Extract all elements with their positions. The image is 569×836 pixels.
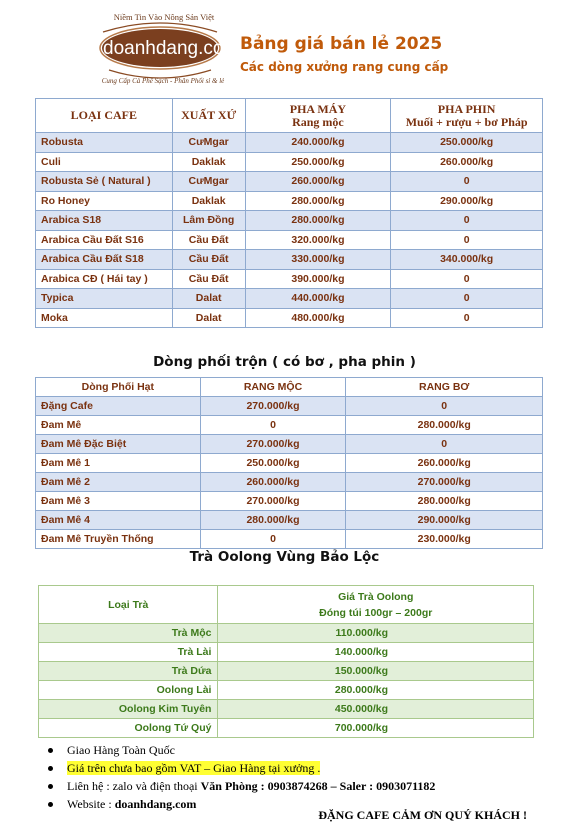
machine-price: 330.000/kg bbox=[245, 250, 391, 270]
table-row bbox=[36, 435, 543, 454]
tea-name: Oolong Kim Tuyên bbox=[39, 700, 218, 719]
note-contact-phones: Văn Phòng : 0903874268 – Saler : 0903071182 bbox=[200, 779, 436, 793]
phin-price: 340.000/kg bbox=[391, 250, 543, 270]
table-row bbox=[36, 289, 543, 309]
section-blend-title: Dòng phối trộn ( có bơ , pha phin ) bbox=[153, 354, 416, 370]
machine-price: 320.000/kg bbox=[245, 230, 391, 250]
coffee-name: Arabica S18 bbox=[36, 211, 173, 231]
coffee-origin: Dalat bbox=[172, 308, 245, 328]
page-subtitle: Các dòng xưởng rang cung cấp bbox=[240, 60, 449, 74]
phin-price: 290.000/kg bbox=[391, 191, 543, 211]
butter-roast-price: 260.000/kg bbox=[346, 454, 543, 473]
tea-name: Trà Mộc bbox=[39, 624, 218, 643]
butter-roast-price: 280.000/kg bbox=[346, 416, 543, 435]
coffee-price-table bbox=[35, 98, 543, 328]
coffee-origin: Lâm Đồng bbox=[172, 211, 245, 231]
tea-price: 450.000/kg bbox=[218, 700, 534, 719]
machine-price: 390.000/kg bbox=[245, 269, 391, 289]
table-row bbox=[39, 624, 534, 643]
phin-price: 0 bbox=[391, 211, 543, 231]
bullet-icon bbox=[48, 802, 53, 807]
note-vat bbox=[48, 759, 548, 777]
blend-name: Đam Mê 2 bbox=[36, 473, 201, 492]
header-oolong-price-line2: Đóng túi 100gr – 200gr bbox=[319, 606, 433, 619]
coffee-name: Typica bbox=[36, 289, 173, 309]
header-blend-name: Dòng Phối Hạt bbox=[36, 378, 201, 397]
header-tea-type: Loại Trà bbox=[39, 586, 218, 624]
note-website-prefix: Website : bbox=[67, 797, 112, 811]
machine-price: 240.000/kg bbox=[245, 133, 391, 153]
coffee-name: Arabica Cầu Đất S18 bbox=[36, 250, 173, 270]
blend-name: Đam Mê Truyền Thống bbox=[36, 530, 201, 549]
phin-price: 0 bbox=[391, 308, 543, 328]
machine-price: 440.000/kg bbox=[245, 289, 391, 309]
table-row bbox=[36, 230, 543, 250]
table-row bbox=[36, 191, 543, 211]
machine-price: 250.000/kg bbox=[245, 152, 391, 172]
header-oolong-price bbox=[218, 586, 534, 624]
coffee-origin: Cầu Đất bbox=[172, 230, 245, 250]
table-row bbox=[39, 662, 534, 681]
header-machine-brew-line1: PHA MÁY bbox=[289, 101, 347, 116]
phin-price: 260.000/kg bbox=[391, 152, 543, 172]
header-machine-brew-line2: Rang mộc bbox=[292, 114, 344, 129]
tea-price: 140.000/kg bbox=[218, 643, 534, 662]
butter-roast-price: 0 bbox=[346, 435, 543, 454]
coffee-name: Moka bbox=[36, 308, 173, 328]
table-row bbox=[36, 250, 543, 270]
header-phin-brew bbox=[391, 99, 543, 133]
plain-roast-price: 270.000/kg bbox=[200, 492, 346, 511]
header-oolong-price-line1: Giá Trà Oolong bbox=[338, 590, 414, 603]
coffee-origin: CưMgar bbox=[172, 133, 245, 153]
phin-price: 0 bbox=[391, 230, 543, 250]
table-row bbox=[36, 454, 543, 473]
machine-price: 280.000/kg bbox=[245, 211, 391, 231]
phin-price: 0 bbox=[391, 172, 543, 192]
tea-name: Oolong Tứ Quý bbox=[39, 719, 218, 738]
butter-roast-price: 280.000/kg bbox=[346, 492, 543, 511]
blend-price-table bbox=[35, 377, 543, 549]
note-shipping-text: Giao Hàng Toàn Quốc bbox=[67, 743, 175, 757]
phin-price: 0 bbox=[391, 269, 543, 289]
tea-price: 700.000/kg bbox=[218, 719, 534, 738]
note-vat-text: Giá trên chưa bao gồm VAT – Giao Hàng tại xưởng . bbox=[67, 761, 321, 775]
table-row bbox=[36, 473, 543, 492]
plain-roast-price: 250.000/kg bbox=[200, 454, 346, 473]
thank-you-note: ĐẶNG CAFE CẢM ƠN QUÝ KHÁCH ! bbox=[318, 808, 527, 822]
section-oolong-title: Trà Oolong Vùng Bảo Lộc bbox=[189, 549, 380, 565]
notes-list bbox=[48, 741, 548, 813]
coffee-name: Robusta bbox=[36, 133, 173, 153]
website-link[interactable]: doanhdang.com bbox=[114, 797, 197, 811]
header-plain-roast: RANG MỘC bbox=[200, 378, 346, 397]
bullet-icon bbox=[48, 784, 53, 789]
coffee-name: Arabica Cầu Đất S16 bbox=[36, 230, 173, 250]
table-row bbox=[39, 681, 534, 700]
blend-name: Đam Mê 1 bbox=[36, 454, 201, 473]
phin-price: 250.000/kg bbox=[391, 133, 543, 153]
table-header-row bbox=[36, 99, 543, 133]
blend-name: Đam Mê 3 bbox=[36, 492, 201, 511]
tea-price: 110.000/kg bbox=[218, 624, 534, 643]
plain-roast-price: 280.000/kg bbox=[200, 511, 346, 530]
tea-name: Oolong Lài bbox=[39, 681, 218, 700]
blend-name: Đam Mê 4 bbox=[36, 511, 201, 530]
table-row bbox=[36, 269, 543, 289]
butter-roast-price: 270.000/kg bbox=[346, 473, 543, 492]
header-origin: XUẤT XỨ bbox=[172, 99, 245, 133]
logo-tagline-bottom: Cung Cấp Cà Phê Sạch - Phân Phối sỉ & lẻ bbox=[101, 77, 225, 85]
phin-price: 0 bbox=[391, 289, 543, 309]
coffee-origin: Cầu Đất bbox=[172, 250, 245, 270]
machine-price: 260.000/kg bbox=[245, 172, 391, 192]
note-contact-prefix: Liên hệ : zalo và điện thoại bbox=[67, 779, 198, 793]
logo-tagline-top: Niềm Tin Vào Nông Sản Việt bbox=[113, 12, 215, 22]
coffee-origin: CưMgar bbox=[172, 172, 245, 192]
bullet-icon bbox=[48, 766, 53, 771]
header-butter-roast: RANG BƠ bbox=[346, 378, 543, 397]
coffee-name: Robusta Sẻ ( Natural ) bbox=[36, 172, 173, 192]
plain-roast-price: 260.000/kg bbox=[200, 473, 346, 492]
page-title: Bảng giá bán lẻ 2025 bbox=[240, 34, 443, 54]
oolong-price-table bbox=[38, 585, 534, 738]
machine-price: 480.000/kg bbox=[245, 308, 391, 328]
bullet-icon bbox=[48, 748, 53, 753]
table-row bbox=[36, 397, 543, 416]
tea-price: 280.000/kg bbox=[218, 681, 534, 700]
butter-roast-price: 230.000/kg bbox=[346, 530, 543, 549]
logo-name: doanhdang.com bbox=[103, 38, 240, 59]
coffee-name: Ro Honey bbox=[36, 191, 173, 211]
note-shipping bbox=[48, 741, 548, 759]
table-header-row bbox=[39, 586, 534, 624]
tea-name: Trà Dứa bbox=[39, 662, 218, 681]
butter-roast-price: 0 bbox=[346, 397, 543, 416]
table-row bbox=[36, 152, 543, 172]
coffee-origin: Cầu Đất bbox=[172, 269, 245, 289]
table-row bbox=[36, 133, 543, 153]
table-row bbox=[36, 172, 543, 192]
coffee-origin: Daklak bbox=[172, 152, 245, 172]
table-header-row bbox=[36, 378, 543, 397]
note-contact bbox=[48, 777, 548, 795]
table-row bbox=[36, 492, 543, 511]
coffee-origin: Daklak bbox=[172, 191, 245, 211]
table-row bbox=[36, 416, 543, 435]
tea-name: Trà Lài bbox=[39, 643, 218, 662]
machine-price: 280.000/kg bbox=[245, 191, 391, 211]
table-row bbox=[36, 308, 543, 328]
blend-name: Đam Mê Đặc Biệt bbox=[36, 435, 201, 454]
coffee-name: Arabica CĐ ( Hái tay ) bbox=[36, 269, 173, 289]
blend-name: Đam Mê bbox=[36, 416, 201, 435]
plain-roast-price: 0 bbox=[200, 530, 346, 549]
table-row bbox=[39, 643, 534, 662]
butter-roast-price: 290.000/kg bbox=[346, 511, 543, 530]
coffee-name: Culi bbox=[36, 152, 173, 172]
blend-name: Đặng Cafe bbox=[36, 397, 201, 416]
table-row bbox=[36, 530, 543, 549]
plain-roast-price: 0 bbox=[200, 416, 346, 435]
header-phin-brew-line1: PHA PHIN bbox=[437, 101, 496, 116]
table-row bbox=[39, 719, 534, 738]
table-row bbox=[39, 700, 534, 719]
header-machine-brew bbox=[245, 99, 391, 133]
plain-roast-price: 270.000/kg bbox=[200, 435, 346, 454]
header-phin-brew-line2: Muối + rượu + bơ Pháp bbox=[405, 114, 528, 129]
header-coffee-type: LOẠI CAFE bbox=[36, 99, 173, 133]
table-row bbox=[36, 211, 543, 231]
table-row bbox=[36, 511, 543, 530]
brand-logo bbox=[95, 12, 240, 90]
plain-roast-price: 270.000/kg bbox=[200, 397, 346, 416]
coffee-origin: Dalat bbox=[172, 289, 245, 309]
tea-price: 150.000/kg bbox=[218, 662, 534, 681]
